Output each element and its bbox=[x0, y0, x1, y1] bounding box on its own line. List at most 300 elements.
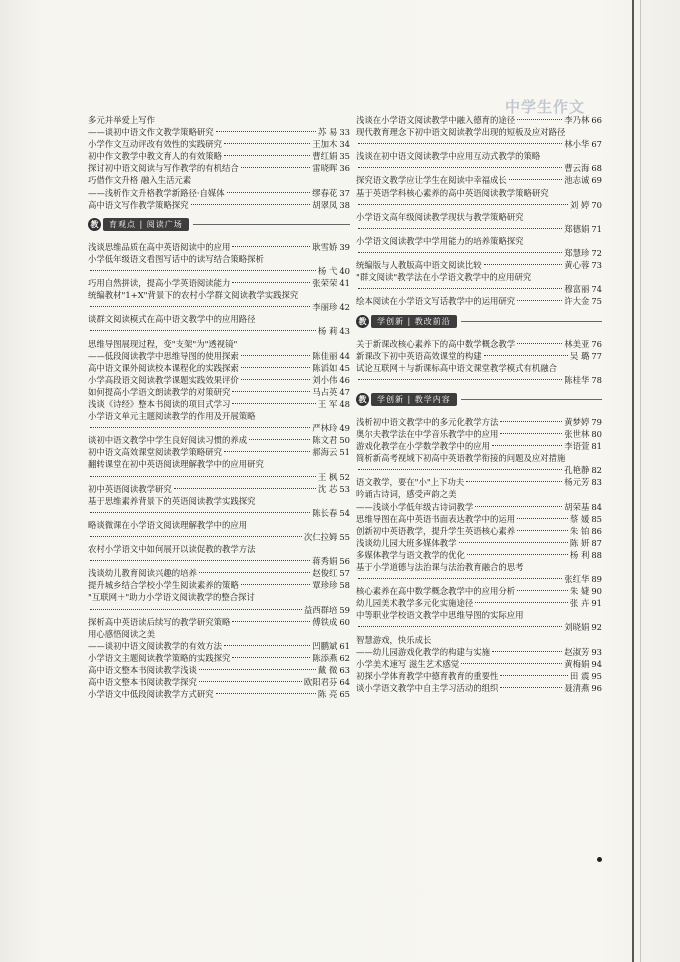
toc-entry-author: 王加木 bbox=[312, 139, 338, 150]
toc-entry-author: 戴 微 bbox=[317, 665, 338, 676]
toc-entry-page: 96 bbox=[591, 682, 602, 693]
toc-title-line[interactable]: 试论互联网＋与新课标高中语文课堂教学模式有机融合 bbox=[356, 362, 557, 373]
toc-entry-page: 35 bbox=[339, 151, 350, 162]
leader-dots bbox=[227, 192, 311, 193]
toc-entry-page: 77 bbox=[591, 350, 602, 361]
toc-entry-author: 朱 婕 bbox=[569, 586, 590, 597]
toc-entry-title: 奥尔夫教学法在中学音乐教学中的应用 bbox=[356, 428, 499, 439]
toc-entry[interactable] bbox=[88, 301, 350, 313]
toc-entry[interactable] bbox=[356, 138, 602, 150]
toc-entry-author: 陈文君 bbox=[312, 435, 338, 446]
toc-entry[interactable] bbox=[88, 265, 350, 277]
leader-dots bbox=[358, 626, 562, 627]
toc-entry-title: 浅谈在小学语文阅读教学中融入德育的途径 bbox=[356, 115, 516, 125]
toc-entry[interactable] bbox=[356, 513, 602, 525]
leader-dots bbox=[90, 609, 302, 610]
toc-title-line[interactable]: 基于小学道德与法治课与法治教育融合的思考 bbox=[356, 562, 524, 572]
toc-entry-author: 张荣荣 bbox=[312, 278, 338, 289]
leader-dots bbox=[241, 355, 310, 356]
leader-dots bbox=[461, 663, 562, 664]
toc-entry-page: 84 bbox=[591, 501, 602, 512]
leader-dots bbox=[358, 167, 562, 168]
toc-entry[interactable] bbox=[356, 597, 602, 609]
toc-entry[interactable] bbox=[88, 162, 350, 174]
toc-entry-title: 创新初中英语教学，提升学生英语核心素养 bbox=[356, 525, 516, 536]
toc-entry-title: ——浅谈小学低年级古诗词教学 bbox=[356, 501, 474, 512]
leader-dots bbox=[232, 403, 316, 404]
toc-entry-author: 林美亚 bbox=[564, 338, 590, 349]
toc-entry[interactable] bbox=[356, 416, 602, 428]
toc-entry-page: 47 bbox=[339, 386, 350, 397]
toc-title-line[interactable]: 谈群文阅读模式在高中语文教学中的应用路径 bbox=[88, 314, 256, 325]
section-rule bbox=[461, 399, 602, 400]
leader-dots bbox=[492, 651, 562, 652]
toc-entry[interactable] bbox=[88, 446, 350, 458]
toc-entry-page: 72 bbox=[591, 248, 602, 259]
toc-title-line[interactable]: 农村小学语文中如何展开以读促教的教学方法 bbox=[88, 544, 256, 555]
toc-entry[interactable] bbox=[356, 585, 602, 597]
leader-dots bbox=[216, 693, 316, 694]
section-label: 学创新 | 教学内容 bbox=[371, 393, 457, 406]
toc-entry-author: 陈 亮 bbox=[317, 689, 338, 700]
toc-entry-author: 陈佳丽 bbox=[312, 350, 338, 361]
toc-entry[interactable] bbox=[88, 567, 350, 579]
toc-entry[interactable] bbox=[356, 440, 602, 452]
toc-entry-page: 71 bbox=[591, 223, 602, 234]
toc-entry-title: 浅谈《诗经》整本书阅读的项目式学习 bbox=[88, 398, 231, 409]
toc-entry-author: 李丽珍 bbox=[312, 302, 338, 313]
toc-entry[interactable] bbox=[88, 374, 350, 386]
leader-dots bbox=[358, 469, 562, 470]
toc-title-line[interactable]: 简析新高考视域下初高中英语教学衔接的问题及应对措施 bbox=[356, 453, 566, 464]
toc-entry-author: 马占英 bbox=[312, 386, 338, 397]
toc-entry[interactable] bbox=[88, 483, 350, 495]
header-watermark: 中学生作文 bbox=[505, 98, 586, 116]
toc-entry-page: 93 bbox=[591, 646, 602, 657]
toc-entry[interactable] bbox=[356, 114, 602, 126]
toc-entry-author: 郑慧珍 bbox=[564, 248, 590, 259]
section-badge-icon: 教 bbox=[356, 315, 369, 328]
leader-dots bbox=[232, 282, 310, 283]
toc-entry-author: 缪春花 bbox=[312, 187, 338, 198]
toc-title-line[interactable]: 统编教材"1+X"背景下的农村小学群文阅读教学实践探究 bbox=[88, 290, 299, 301]
toc-entry-author: 杨 莉 bbox=[317, 326, 338, 337]
leader-dots bbox=[358, 228, 562, 229]
toc-entry-author: 欧阳君芬 bbox=[303, 677, 338, 688]
toc-entry-author: 杨 弋 bbox=[317, 265, 338, 276]
toc-entry-page: 33 bbox=[339, 127, 350, 138]
toc-entry[interactable] bbox=[356, 646, 602, 658]
toc-entry-title: 谈小学语文教学中自主学习活动的组织 bbox=[356, 682, 499, 693]
toc-entry-page: 55 bbox=[339, 532, 350, 542]
leader-dots bbox=[475, 602, 568, 603]
leader-dots bbox=[500, 421, 562, 422]
toc-entry-author: 许大金 bbox=[564, 296, 590, 307]
section-header bbox=[356, 392, 602, 408]
toc-left-column bbox=[88, 114, 350, 700]
toc-entry-author: 刘 婷 bbox=[569, 199, 590, 210]
toc-entry[interactable] bbox=[88, 362, 350, 374]
toc-entry-page: 56 bbox=[339, 556, 350, 567]
toc-entry-page: 42 bbox=[339, 302, 350, 313]
leader-dots bbox=[191, 204, 311, 205]
toc-entry-page: 63 bbox=[339, 665, 350, 676]
leader-dots bbox=[90, 270, 316, 271]
toc-title-line[interactable]: 小学语文单元主题阅读教学的作用及开展策略 bbox=[88, 411, 256, 422]
toc-entry-author: 赵淑芳 bbox=[564, 646, 590, 657]
toc-entry[interactable] bbox=[356, 658, 602, 670]
toc-entry-author: 陈添燕 bbox=[312, 652, 338, 663]
toc-entry-title: 幼儿园美术教学多元化实施途径 bbox=[356, 598, 474, 609]
toc-entry-page: 73 bbox=[591, 260, 602, 271]
toc-title-line[interactable]: 基于思维素养背景下的英语阅读教学实践探究 bbox=[88, 495, 256, 506]
toc-entry[interactable] bbox=[356, 501, 602, 513]
leader-dots bbox=[500, 687, 562, 688]
toc-entry-author: 耿雪娇 bbox=[312, 241, 338, 252]
toc-entry-author: 凹鹏斌 bbox=[312, 640, 338, 651]
toc-entry-page: 54 bbox=[339, 507, 350, 518]
toc-title-line[interactable]: 小学低年级语文看图写话中的读写结合策略探析 bbox=[88, 253, 264, 264]
leader-dots bbox=[484, 355, 568, 356]
toc-entry[interactable] bbox=[356, 247, 602, 259]
toc-entry[interactable] bbox=[88, 604, 350, 616]
leader-dots bbox=[492, 445, 562, 446]
toc-title-line[interactable]: 中等职业学校语文教学中思维导图的实际应用 bbox=[356, 610, 524, 621]
toc-entry-page: 89 bbox=[591, 574, 602, 585]
leader-dots bbox=[199, 681, 302, 682]
toc-title-line[interactable]: 吟诵古诗词，感受声韵之美 bbox=[356, 489, 457, 500]
toc-entry[interactable] bbox=[88, 150, 350, 162]
toc-entry-page: 81 bbox=[591, 441, 602, 452]
toc-entry[interactable] bbox=[356, 259, 602, 271]
toc-entry-page: 65 bbox=[339, 689, 350, 700]
toc-entry[interactable] bbox=[88, 688, 350, 700]
toc-entry[interactable] bbox=[88, 277, 350, 289]
toc-entry-page: 86 bbox=[591, 525, 602, 536]
toc-entry-author: 聂清燕 bbox=[564, 682, 590, 693]
toc-entry-title: ——低段阅读教学中思维导图的使用探索 bbox=[88, 350, 239, 361]
toc-entry-title: 初探小学体育教学中德育教育的重要性 bbox=[356, 670, 499, 681]
toc-title-line[interactable]: "互联网＋"助力小学语文阅读教学的整合探讨 bbox=[88, 592, 255, 603]
toc-entry[interactable] bbox=[356, 162, 602, 174]
leader-dots bbox=[90, 512, 310, 513]
toc-entry[interactable] bbox=[88, 555, 350, 567]
toc-entry-author: 苏 易 bbox=[317, 127, 338, 138]
toc-entry[interactable] bbox=[88, 652, 350, 664]
toc-entry[interactable] bbox=[356, 283, 602, 295]
toc-entry-title: 提升城乡结合学校小学生阅读素养的策略 bbox=[88, 580, 239, 591]
toc-entry-title: 游戏化教学在小学数学教学中的应用 bbox=[356, 441, 490, 452]
toc-entry-title: 关于新课改核心素养下的高中数学概念教学 bbox=[356, 338, 516, 349]
leader-dots bbox=[467, 554, 568, 555]
toc-entry[interactable] bbox=[88, 325, 350, 337]
toc-entry-page: 61 bbox=[339, 640, 350, 651]
leader-dots bbox=[90, 306, 310, 307]
toc-title-line[interactable]: 小学语文高年级阅读教学现状与教学策略研究 bbox=[356, 211, 524, 222]
toc-entry-title: ——浅析作文升格教学新路径·自媒体 bbox=[88, 187, 225, 198]
toc-title-line[interactable]: 智慧游戏，快乐成长 bbox=[356, 634, 432, 645]
leader-dots bbox=[241, 584, 310, 585]
leader-dots bbox=[232, 246, 310, 247]
leader-dots bbox=[90, 476, 316, 477]
toc-entry-title: 思维导图在高中英语书面表达教学中的运用 bbox=[356, 513, 516, 524]
leader-dots bbox=[90, 536, 302, 537]
leader-dots bbox=[358, 379, 562, 380]
toc-entry-author: 蔡 媛 bbox=[569, 513, 590, 524]
toc-entry-title: ——谈初中语文阅读教学的有效方法 bbox=[88, 640, 222, 651]
toc-entry-page: 46 bbox=[339, 374, 350, 385]
toc-entry-author: 张 卉 bbox=[569, 598, 590, 609]
toc-title-line[interactable]: 小学语文阅读教学中学用能力的培养策略探究 bbox=[356, 235, 524, 246]
toc-entry-author: 傅铁成 bbox=[312, 616, 338, 627]
leader-dots bbox=[90, 330, 316, 331]
toc-entry-page: 94 bbox=[591, 658, 602, 669]
toc-entry[interactable] bbox=[356, 525, 602, 537]
leader-dots bbox=[358, 204, 568, 205]
section-rule bbox=[461, 321, 602, 322]
toc-entry-page: 95 bbox=[591, 670, 602, 681]
toc-entry[interactable] bbox=[88, 386, 350, 398]
toc-entry[interactable] bbox=[356, 295, 602, 307]
leader-dots bbox=[241, 167, 310, 168]
toc-entry[interactable] bbox=[88, 199, 350, 211]
toc-entry-author: 王 军 bbox=[317, 398, 338, 409]
leader-dots bbox=[232, 621, 310, 622]
toc-entry-author: 蒋秀娟 bbox=[312, 556, 338, 567]
toc-entry-page: 37 bbox=[339, 187, 350, 198]
leader-dots bbox=[249, 439, 310, 440]
toc-entry-title: 浅谈幼儿教育阅读兴趣的培养 bbox=[88, 568, 197, 579]
toc-entry-page: 40 bbox=[339, 265, 350, 276]
toc-entry-page: 39 bbox=[339, 241, 350, 252]
toc-entry[interactable] bbox=[356, 223, 602, 235]
toc-entry-title: 小学高段语文阅读教学课题实践效果评价 bbox=[88, 374, 239, 385]
leader-dots bbox=[466, 481, 562, 482]
toc-entry-author: 杨元芳 bbox=[564, 477, 590, 488]
toc-entry-page: 57 bbox=[339, 568, 350, 579]
leader-dots bbox=[216, 131, 316, 132]
toc-entry-author: 陈 妍 bbox=[569, 537, 590, 548]
section-rule bbox=[193, 224, 350, 225]
toc-entry-page: 82 bbox=[591, 465, 602, 476]
toc-entry-title: 初中语文高效课堂阅读教学策略研究 bbox=[88, 447, 222, 458]
toc-entry-author: 孔艳静 bbox=[564, 465, 590, 476]
toc-entry[interactable] bbox=[88, 187, 350, 199]
toc-entry-author: 郑德娟 bbox=[564, 223, 590, 234]
toc-entry-title: 高中语文课外阅读校本课程化的实践探索 bbox=[88, 362, 239, 373]
toc-entry-author: 黄心蓉 bbox=[564, 260, 590, 271]
leader-dots bbox=[500, 675, 568, 676]
toc-entry-author: 刘晓娟 bbox=[564, 622, 590, 633]
toc-entry-page: 36 bbox=[339, 163, 350, 174]
leader-dots bbox=[500, 433, 562, 434]
leader-dots bbox=[358, 288, 562, 289]
toc-title-line[interactable]: 翻转课堂在初中英语阅读理解教学中的应用研究 bbox=[88, 459, 264, 470]
section-label: 学创新 | 教改前沿 bbox=[371, 315, 457, 328]
section-label: 育观点 | 阅读广场 bbox=[103, 218, 189, 231]
toc-entry[interactable] bbox=[88, 676, 350, 688]
toc-entry[interactable] bbox=[88, 434, 350, 446]
leader-dots bbox=[241, 379, 310, 380]
toc-entry[interactable] bbox=[356, 199, 602, 211]
toc-entry-title: 浅谈幼儿园大班多媒体教学 bbox=[356, 537, 457, 548]
toc-entry-title: 初中英语阅读教学研究 bbox=[88, 483, 172, 494]
toc-entry-page: 88 bbox=[591, 549, 602, 560]
toc-entry-page: 92 bbox=[591, 622, 602, 633]
toc-entry-page: 48 bbox=[339, 398, 350, 409]
toc-entry-author: 黄梅娟 bbox=[564, 658, 590, 669]
leader-dots bbox=[517, 530, 568, 531]
leader-dots bbox=[358, 578, 562, 579]
toc-entry-page: 66 bbox=[591, 115, 602, 125]
toc-entry[interactable] bbox=[356, 174, 602, 186]
section-header bbox=[88, 217, 350, 233]
toc-entry-page: 45 bbox=[339, 362, 350, 373]
leader-dots bbox=[358, 252, 562, 253]
toc-entry-author: 朱 铂 bbox=[569, 525, 590, 536]
toc-title-line[interactable]: "群文阅读"教学法在小学语文教学中的应用研究 bbox=[356, 272, 532, 283]
leader-dots bbox=[241, 367, 310, 368]
toc-entry-title: 探析高中英语读后续写的教学研究策略 bbox=[88, 616, 231, 627]
toc-entry-page: 83 bbox=[591, 477, 602, 488]
leader-dots bbox=[224, 155, 310, 156]
leader-dots bbox=[358, 143, 562, 144]
toc-entry[interactable] bbox=[356, 464, 602, 476]
leader-dots bbox=[232, 657, 310, 658]
toc-entry-author: 曹红娟 bbox=[312, 151, 338, 162]
toc-entry[interactable] bbox=[356, 682, 602, 694]
toc-title-line[interactable]: 浅谈在初中语文阅读教学中应用互动式教学的策略 bbox=[356, 151, 541, 162]
toc-entry-page: 76 bbox=[591, 338, 602, 349]
toc-entry-author: 益西群培 bbox=[303, 604, 338, 615]
toc-entry-author: 赵俊红 bbox=[312, 568, 338, 579]
toc-entry-author: 穆富丽 bbox=[564, 284, 590, 295]
toc-entry-page: 53 bbox=[339, 483, 350, 494]
toc-entry[interactable] bbox=[356, 428, 602, 440]
toc-entry-title: 探讨初中语文阅读与写作教学的有机结合 bbox=[88, 163, 239, 174]
toc-entry-page: 91 bbox=[591, 598, 602, 609]
toc-entry[interactable] bbox=[356, 350, 602, 362]
toc-entry[interactable] bbox=[356, 338, 602, 350]
toc-entry-title: 语文教学，要在"小"上下功夫 bbox=[356, 477, 465, 488]
leader-dots bbox=[475, 506, 562, 507]
leader-dots bbox=[517, 590, 568, 591]
page-fold-shadow bbox=[640, 0, 641, 962]
toc-entry-author: 陈滔如 bbox=[312, 362, 338, 373]
toc-entry-page: 69 bbox=[591, 175, 602, 186]
toc-entry-title: 谈初中语文教学中学生良好阅读习惯的养成 bbox=[88, 435, 248, 446]
leader-dots bbox=[224, 645, 310, 646]
toc-entry-author: 李乃林 bbox=[564, 115, 590, 125]
toc-entry-author: 张世林 bbox=[564, 428, 590, 439]
leader-dots bbox=[484, 264, 563, 265]
toc-entry-title: 高中语文写作教学策略探究 bbox=[88, 199, 189, 210]
toc-title-line[interactable]: 思维导图展现过程，变"支架"为"透视镜" bbox=[88, 338, 238, 349]
toc-entry-author: 黄梦婷 bbox=[564, 416, 590, 427]
toc-entry-title: 巧用自然拼读，提高小学英语阅读能力 bbox=[88, 278, 231, 289]
toc-entry-author: 林小华 bbox=[564, 139, 590, 150]
toc-entry[interactable] bbox=[88, 471, 350, 483]
toc-entry[interactable] bbox=[88, 531, 350, 543]
section-header bbox=[356, 314, 602, 330]
toc-entry-title: 多媒体教学与语文教学的优化 bbox=[356, 549, 465, 560]
toc-entry-page: 62 bbox=[339, 652, 350, 663]
toc-entry[interactable] bbox=[88, 398, 350, 410]
toc-entry[interactable] bbox=[356, 621, 602, 633]
toc-entry[interactable] bbox=[88, 138, 350, 150]
toc-entry-page: 70 bbox=[591, 199, 602, 210]
leader-dots bbox=[232, 391, 310, 392]
toc-entry-page: 58 bbox=[339, 580, 350, 591]
toc-entry-author: 王 枫 bbox=[317, 471, 338, 482]
toc-title-line[interactable]: 现代教育理念下初中语文阅读教学出现的短板及应对路径 bbox=[356, 127, 566, 138]
toc-entry-page: 80 bbox=[591, 428, 602, 439]
toc-entry[interactable] bbox=[88, 507, 350, 519]
toc-entry-author: 刘小伟 bbox=[312, 374, 338, 385]
toc-entry[interactable] bbox=[356, 374, 602, 386]
toc-entry[interactable] bbox=[88, 616, 350, 628]
toc-entry-page: 59 bbox=[339, 604, 350, 615]
toc-entry-title: 浅析初中语文教学中的多元化教学方法 bbox=[356, 416, 499, 427]
leader-dots bbox=[517, 300, 562, 301]
toc-entry-page: 85 bbox=[591, 513, 602, 524]
leader-dots bbox=[517, 119, 562, 120]
toc-entry-page: 87 bbox=[591, 537, 602, 548]
toc-entry-page: 44 bbox=[339, 350, 350, 361]
toc-entry[interactable] bbox=[88, 640, 350, 652]
toc-entry-page: 68 bbox=[591, 163, 602, 174]
toc-entry-author: 覃珍珍 bbox=[312, 580, 338, 591]
toc-title-line[interactable]: 多元并举爱上写作 bbox=[88, 115, 155, 125]
section-badge-icon: 教 bbox=[356, 393, 369, 406]
leader-dots bbox=[90, 560, 310, 561]
toc-entry[interactable] bbox=[356, 476, 602, 488]
toc-entry-author: 吴 璐 bbox=[569, 350, 590, 361]
toc-entry[interactable] bbox=[356, 537, 602, 549]
toc-entry-author: 胡翠凤 bbox=[312, 199, 338, 210]
leader-dots bbox=[199, 572, 310, 573]
toc-entry-page: 60 bbox=[339, 616, 350, 627]
toc-title-line[interactable]: 巧借作文升格 融入生活元素 bbox=[88, 175, 192, 186]
toc-entry[interactable] bbox=[88, 579, 350, 591]
toc-entry-title: 探究语文教学应让学生在阅读中幸福成长 bbox=[356, 175, 507, 186]
toc-entry-author: 郝海云 bbox=[312, 447, 338, 458]
toc-entry-author: 田 震 bbox=[569, 670, 590, 681]
toc-entry[interactable] bbox=[88, 664, 350, 676]
toc-title-line[interactable]: 略谈微课在小学语文阅读理解教学中的应用 bbox=[88, 519, 248, 530]
toc-entry-author: 沈 芯 bbox=[317, 483, 338, 494]
toc-entry-title: 小学语文中低段阅读教学方式研究 bbox=[88, 689, 214, 700]
toc-entry[interactable] bbox=[88, 126, 350, 138]
toc-title-line[interactable]: 用心感悟阅读之美 bbox=[88, 628, 155, 639]
toc-entry[interactable] bbox=[356, 573, 602, 585]
page-dot-mark bbox=[597, 857, 602, 862]
toc-entry-author: 池志诚 bbox=[564, 175, 590, 186]
toc-entry-page: 38 bbox=[339, 199, 350, 210]
toc-entry[interactable] bbox=[88, 422, 350, 434]
toc-entry-page: 79 bbox=[591, 416, 602, 427]
toc-entry-page: 34 bbox=[339, 139, 350, 150]
toc-entry-title: 初中作文教学中教文育人的有效策略 bbox=[88, 151, 222, 162]
toc-entry[interactable] bbox=[356, 670, 602, 682]
toc-entry-title: 小学美术速写 滋生艺术感觉 bbox=[356, 658, 460, 669]
toc-entry[interactable] bbox=[88, 350, 350, 362]
toc-title-line[interactable]: 基于英语学科核心素养的高中英语阅读教学策略研究 bbox=[356, 187, 549, 198]
leader-dots bbox=[199, 669, 316, 670]
toc-entry-page: 64 bbox=[339, 677, 350, 688]
toc-entry[interactable] bbox=[356, 549, 602, 561]
toc-entry[interactable] bbox=[88, 241, 350, 253]
